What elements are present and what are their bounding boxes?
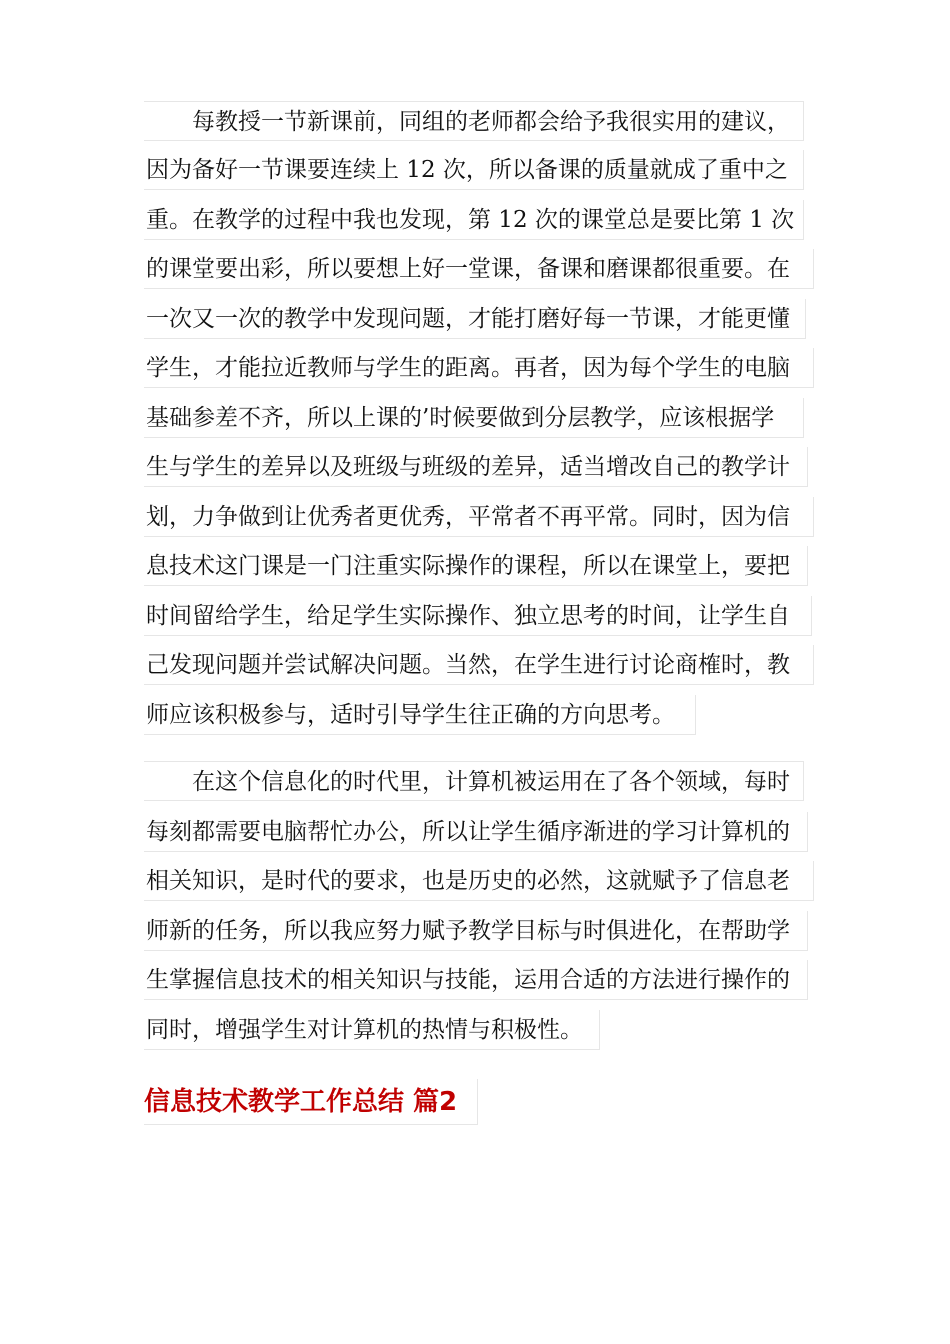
- text-line: 时间留给学生，给足学生实际操作、独立思考的时间，让学生自: [144, 596, 812, 636]
- text-line: 息技术这门课是一门注重实际操作的课程，所以在课堂上，要把: [144, 546, 808, 586]
- text-line: 师应该积极参与，适时引导学生往正确的方向思考。: [144, 695, 696, 735]
- text-line: 一次又一次的教学中发现问题，才能打磨好每一节课，才能更懂: [144, 299, 806, 339]
- text-line: 划，力争做到让优秀者更优秀，平常者不再平常。同时，因为信: [144, 497, 814, 537]
- text-line: 同时，增强学生对计算机的热情与积极性。: [144, 1010, 600, 1050]
- text-line: 因为备好一节课要连续上 12 次，所以备课的质量就成了重中之: [144, 150, 804, 190]
- text-line: 生与学生的差异以及班级与班级的差异，适当增改自己的教学计: [144, 447, 808, 487]
- text-line: 的课堂要出彩，所以要想上好一堂课，备课和磨课都很重要。在: [144, 249, 814, 289]
- text-line: 师新的任务，所以我应努力赋予教学目标与时俱进化，在帮助学: [144, 911, 808, 951]
- text-line: 每刻都需要电脑帮忙办公，所以让学生循序渐进的学习计算机的: [144, 812, 808, 852]
- text-line: 学生，才能拉近教师与学生的距离。再者，因为每个学生的电脑: [144, 348, 814, 388]
- text-line: 基础参差不齐，所以上课的’时候要做到分层教学，应该根据学: [144, 398, 804, 438]
- section-heading: 信息技术教学工作总结 篇2: [144, 1079, 478, 1125]
- text-line: 每教授一节新课前，同组的老师都会给予我很实用的建议，: [144, 101, 804, 141]
- text-line: 相关知识，是时代的要求，也是历史的必然，这就赋予了信息老: [144, 861, 814, 901]
- text-line: 重。在教学的过程中我也发现，第 12 次的课堂总是要比第 1 次: [144, 200, 804, 240]
- text-line: 在这个信息化的时代里，计算机被运用在了各个领域，每时: [144, 761, 804, 801]
- text-line: 生掌握信息技术的相关知识与技能，运用合适的方法进行操作的: [144, 960, 808, 1000]
- text-line: 己发现问题并尝试解决问题。当然，在学生进行讨论商榷时，教: [144, 645, 814, 685]
